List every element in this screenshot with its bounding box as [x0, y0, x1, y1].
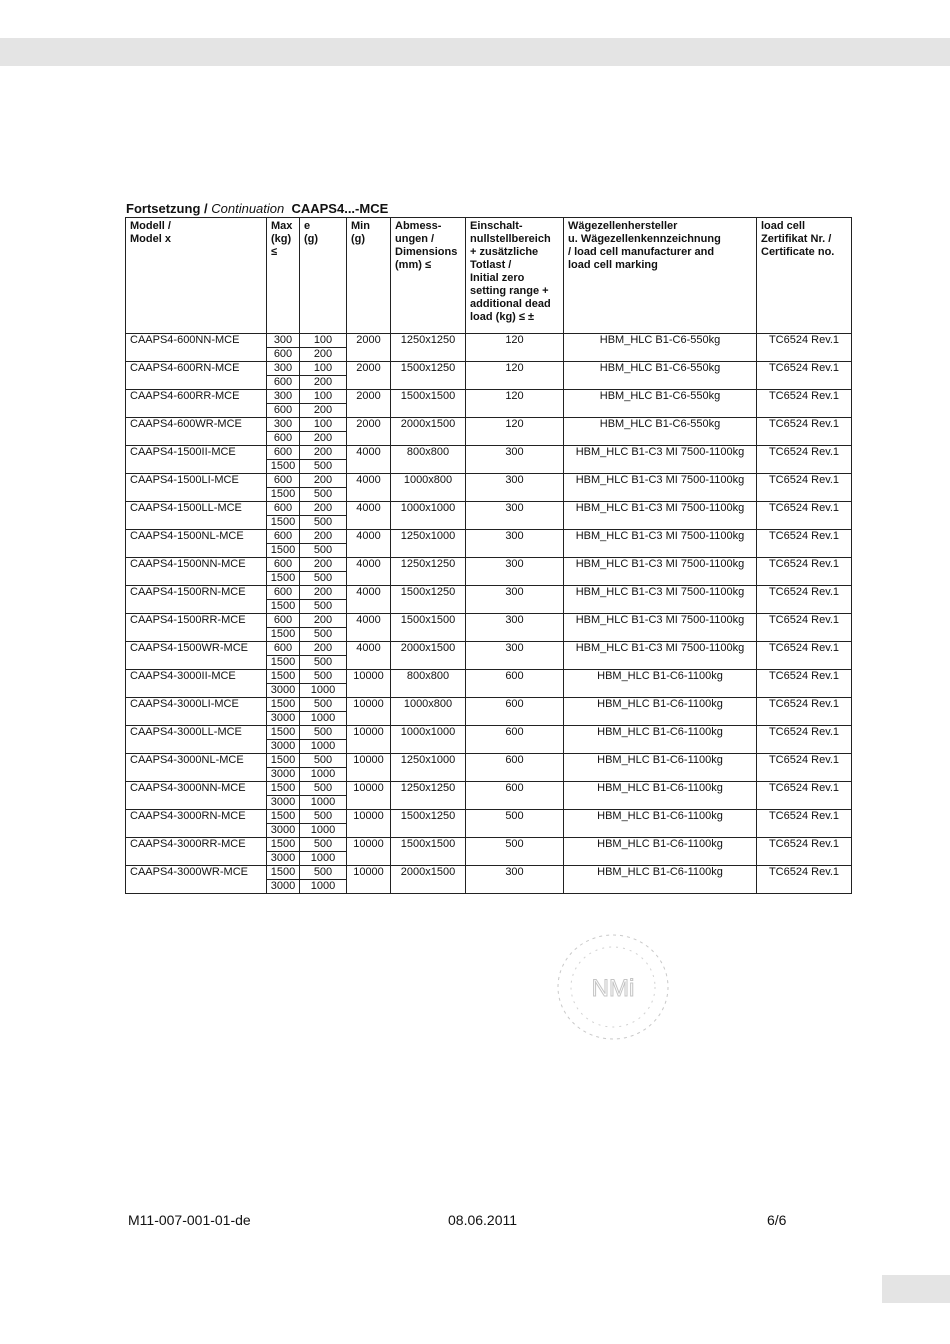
cell-certificate: TC6524 Rev.1 [757, 446, 852, 474]
certification-stamp-icon [553, 930, 673, 1045]
cell-e: 1000 [300, 740, 347, 754]
cell-min: 2000 [347, 362, 391, 390]
cell-certificate: TC6524 Rev.1 [757, 838, 852, 866]
cell-e: 100 [300, 390, 347, 404]
cell-dimensions: 1000x1000 [391, 726, 466, 754]
cell-min: 4000 [347, 502, 391, 530]
cell-max: 3000 [267, 852, 300, 866]
cell-model: CAAPS4-1500RN-MCE [126, 586, 267, 614]
cell-e: 200 [300, 586, 347, 600]
cell-zero-range: 600 [466, 754, 564, 782]
cell-e: 200 [300, 474, 347, 488]
table-row [126, 474, 852, 488]
cell-certificate: TC6524 Rev.1 [757, 642, 852, 670]
cell-model: CAAPS4-3000II-MCE [126, 670, 267, 698]
cell-min: 4000 [347, 530, 391, 558]
cell-e: 1000 [300, 712, 347, 726]
table-row [126, 754, 852, 768]
cell-e: 500 [300, 754, 347, 768]
heading-continuation: Continuation [211, 201, 285, 216]
cell-max: 1500 [267, 726, 300, 740]
cell-max: 1500 [267, 572, 300, 586]
cell-min: 4000 [347, 446, 391, 474]
cell-e: 1000 [300, 684, 347, 698]
header-max: Max (kg) ≤ [267, 218, 300, 334]
stamp-text: NMi [591, 975, 635, 1002]
cell-e: 200 [300, 376, 347, 390]
cell-e: 500 [300, 782, 347, 796]
header-min: Min (g) [347, 218, 391, 334]
cell-min: 10000 [347, 810, 391, 838]
cell-e: 500 [300, 838, 347, 852]
cell-dimensions: 1250x1000 [391, 754, 466, 782]
cell-zero-range: 500 [466, 838, 564, 866]
model-table [125, 217, 852, 894]
cell-e: 200 [300, 642, 347, 656]
table-row [126, 530, 852, 544]
cell-model: CAAPS4-3000NN-MCE [126, 782, 267, 810]
cell-zero-range: 300 [466, 446, 564, 474]
table-heading [126, 201, 388, 216]
cell-dimensions: 1250x1250 [391, 334, 466, 362]
cell-min: 4000 [347, 558, 391, 586]
cell-model: CAAPS4-3000RN-MCE [126, 810, 267, 838]
cell-load-cell: HBM_HLC B1-C6-1100kg [564, 810, 757, 838]
cell-e: 200 [300, 446, 347, 460]
cell-max: 600 [267, 502, 300, 516]
table-row [126, 502, 852, 516]
cell-load-cell: HBM_HLC B1-C6-1100kg [564, 726, 757, 754]
cell-load-cell: HBM_HLC B1-C6-1100kg [564, 866, 757, 894]
cell-max: 300 [267, 390, 300, 404]
cell-max: 1500 [267, 544, 300, 558]
cell-model: CAAPS4-1500WR-MCE [126, 642, 267, 670]
cell-zero-range: 600 [466, 698, 564, 726]
cell-min: 2000 [347, 334, 391, 362]
cell-e: 500 [300, 460, 347, 474]
cell-max: 1500 [267, 754, 300, 768]
cell-certificate: TC6524 Rev.1 [757, 390, 852, 418]
cell-certificate: TC6524 Rev.1 [757, 782, 852, 810]
table-row [126, 614, 852, 628]
cell-zero-range: 120 [466, 362, 564, 390]
cell-max: 1500 [267, 866, 300, 880]
footer-page-number: 6/6 [767, 1212, 787, 1228]
cell-e: 200 [300, 348, 347, 362]
table-header-row [126, 218, 852, 334]
cell-certificate: TC6524 Rev.1 [757, 754, 852, 782]
cell-max: 1500 [267, 698, 300, 712]
cell-e: 1000 [300, 824, 347, 838]
cell-max: 300 [267, 362, 300, 376]
cell-model: CAAPS4-1500NN-MCE [126, 558, 267, 586]
cell-e: 500 [300, 544, 347, 558]
cell-zero-range: 600 [466, 782, 564, 810]
cell-dimensions: 1250x1000 [391, 530, 466, 558]
footer-doc-code: M11-007-001-01-de [128, 1212, 251, 1228]
cell-certificate: TC6524 Rev.1 [757, 334, 852, 362]
cell-min: 4000 [347, 474, 391, 502]
cell-e: 100 [300, 362, 347, 376]
cell-dimensions: 2000x1500 [391, 642, 466, 670]
cell-dimensions: 1500x1500 [391, 838, 466, 866]
cell-dimensions: 1000x1000 [391, 502, 466, 530]
table-row [126, 866, 852, 880]
cell-zero-range: 300 [466, 530, 564, 558]
cell-dimensions: 1500x1500 [391, 390, 466, 418]
cell-zero-range: 300 [466, 642, 564, 670]
table-row [126, 670, 852, 684]
cell-load-cell: HBM_HLC B1-C6-1100kg [564, 698, 757, 726]
cell-max: 300 [267, 334, 300, 348]
cell-min: 10000 [347, 782, 391, 810]
cell-e: 200 [300, 558, 347, 572]
cell-max: 600 [267, 530, 300, 544]
cell-e: 1000 [300, 880, 347, 894]
cell-e: 500 [300, 628, 347, 642]
cell-e: 1000 [300, 852, 347, 866]
cell-certificate: TC6524 Rev.1 [757, 726, 852, 754]
cell-e: 500 [300, 488, 347, 502]
cell-dimensions: 800x800 [391, 446, 466, 474]
table-row [126, 698, 852, 712]
cell-certificate: TC6524 Rev.1 [757, 614, 852, 642]
cell-load-cell: HBM_HLC B1-C3 MI 7500-1100kg [564, 642, 757, 670]
cell-min: 4000 [347, 642, 391, 670]
cell-min: 2000 [347, 390, 391, 418]
cell-dimensions: 1500x1250 [391, 586, 466, 614]
cell-load-cell: HBM_HLC B1-C6-1100kg [564, 782, 757, 810]
cell-e: 200 [300, 614, 347, 628]
cell-dimensions: 1500x1250 [391, 362, 466, 390]
cell-certificate: TC6524 Rev.1 [757, 558, 852, 586]
cell-max: 3000 [267, 824, 300, 838]
header-model: Modell / Model x [126, 218, 267, 334]
table-row [126, 586, 852, 600]
cell-dimensions: 1000x800 [391, 474, 466, 502]
table-row [126, 390, 852, 404]
cell-dimensions: 800x800 [391, 670, 466, 698]
cell-load-cell: HBM_HLC B1-C3 MI 7500-1100kg [564, 474, 757, 502]
cell-model: CAAPS4-1500II-MCE [126, 446, 267, 474]
cell-e: 1000 [300, 768, 347, 782]
cell-e: 500 [300, 726, 347, 740]
cell-max: 1500 [267, 516, 300, 530]
cell-load-cell: HBM_HLC B1-C6-550kg [564, 362, 757, 390]
cell-min: 10000 [347, 670, 391, 698]
cell-certificate: TC6524 Rev.1 [757, 866, 852, 894]
cell-e: 200 [300, 502, 347, 516]
table-row [126, 642, 852, 656]
cell-max: 300 [267, 418, 300, 432]
cell-zero-range: 120 [466, 334, 564, 362]
cell-certificate: TC6524 Rev.1 [757, 698, 852, 726]
cell-max: 3000 [267, 740, 300, 754]
table-row [126, 558, 852, 572]
table-row [126, 838, 852, 852]
cell-max: 3000 [267, 768, 300, 782]
cell-max: 600 [267, 446, 300, 460]
cell-dimensions: 2000x1500 [391, 866, 466, 894]
cell-zero-range: 120 [466, 390, 564, 418]
cell-model: CAAPS4-1500LL-MCE [126, 502, 267, 530]
cell-dimensions: 1500x1500 [391, 614, 466, 642]
cell-model: CAAPS4-3000NL-MCE [126, 754, 267, 782]
cell-zero-range: 300 [466, 866, 564, 894]
cell-max: 1500 [267, 656, 300, 670]
cell-e: 200 [300, 432, 347, 446]
cell-max: 600 [267, 474, 300, 488]
cell-model: CAAPS4-3000WR-MCE [126, 866, 267, 894]
cell-min: 10000 [347, 754, 391, 782]
cell-e: 500 [300, 866, 347, 880]
table-row [126, 782, 852, 796]
cell-model: CAAPS4-3000RR-MCE [126, 838, 267, 866]
header-certificate: load cell Zertifikat Nr. / Certificate no. [757, 218, 852, 334]
cell-dimensions: 2000x1500 [391, 418, 466, 446]
cell-zero-range: 600 [466, 726, 564, 754]
cell-certificate: TC6524 Rev.1 [757, 474, 852, 502]
cell-max: 600 [267, 404, 300, 418]
cell-zero-range: 500 [466, 810, 564, 838]
footer-date: 08.06.2011 [448, 1212, 518, 1228]
table-row [126, 334, 852, 348]
cell-max: 1500 [267, 488, 300, 502]
cell-certificate: TC6524 Rev.1 [757, 418, 852, 446]
cell-certificate: TC6524 Rev.1 [757, 810, 852, 838]
cell-max: 600 [267, 376, 300, 390]
cell-max: 1500 [267, 628, 300, 642]
cell-e: 500 [300, 600, 347, 614]
corner-gray-tab [882, 1275, 950, 1303]
table-row [126, 810, 852, 824]
cell-max: 1500 [267, 838, 300, 852]
cell-max: 1500 [267, 670, 300, 684]
cell-dimensions: 1500x1250 [391, 810, 466, 838]
heading-fortsetzung: Fortsetzung / [126, 201, 208, 216]
cell-model: CAAPS4-1500LI-MCE [126, 474, 267, 502]
cell-certificate: TC6524 Rev.1 [757, 530, 852, 558]
header-e: e (g) [300, 218, 347, 334]
cell-e: 500 [300, 656, 347, 670]
cell-certificate: TC6524 Rev.1 [757, 586, 852, 614]
cell-model: CAAPS4-600NN-MCE [126, 334, 267, 362]
cell-zero-range: 300 [466, 586, 564, 614]
cell-zero-range: 120 [466, 418, 564, 446]
cell-max: 600 [267, 348, 300, 362]
table-row [126, 418, 852, 432]
cell-model: CAAPS4-1500NL-MCE [126, 530, 267, 558]
cell-model: CAAPS4-600WR-MCE [126, 418, 267, 446]
cell-load-cell: HBM_HLC B1-C3 MI 7500-1100kg [564, 530, 757, 558]
cell-max: 1500 [267, 600, 300, 614]
cell-e: 500 [300, 572, 347, 586]
cell-load-cell: HBM_HLC B1-C3 MI 7500-1100kg [564, 586, 757, 614]
table-row [126, 362, 852, 376]
top-gray-band [0, 38, 950, 66]
cell-model: CAAPS4-3000LI-MCE [126, 698, 267, 726]
cell-load-cell: HBM_HLC B1-C6-550kg [564, 390, 757, 418]
cell-load-cell: HBM_HLC B1-C3 MI 7500-1100kg [564, 614, 757, 642]
cell-dimensions: 1250x1250 [391, 782, 466, 810]
cell-model: CAAPS4-600RR-MCE [126, 390, 267, 418]
cell-max: 3000 [267, 796, 300, 810]
cell-max: 600 [267, 614, 300, 628]
cell-dimensions: 1250x1250 [391, 558, 466, 586]
table-row [126, 726, 852, 740]
cell-max: 3000 [267, 712, 300, 726]
cell-max: 1500 [267, 810, 300, 824]
cell-zero-range: 600 [466, 670, 564, 698]
cell-min: 10000 [347, 866, 391, 894]
cell-e: 500 [300, 516, 347, 530]
cell-e: 100 [300, 418, 347, 432]
cell-e: 500 [300, 670, 347, 684]
cell-min: 10000 [347, 698, 391, 726]
cell-load-cell: HBM_HLC B1-C6-1100kg [564, 838, 757, 866]
cell-certificate: TC6524 Rev.1 [757, 502, 852, 530]
heading-series: CAAPS4...-MCE [291, 201, 389, 216]
cell-e: 500 [300, 810, 347, 824]
cell-max: 1500 [267, 782, 300, 796]
cell-min: 4000 [347, 614, 391, 642]
cell-zero-range: 300 [466, 474, 564, 502]
cell-max: 600 [267, 558, 300, 572]
header-zero-range: Einschalt- nullstellbereich + zusätzliche Totlast / Initial zero setting range + additional dead load (kg) ≤ ± [466, 218, 564, 334]
cell-model: CAAPS4-3000LL-MCE [126, 726, 267, 754]
cell-max: 600 [267, 642, 300, 656]
cell-certificate: TC6524 Rev.1 [757, 362, 852, 390]
cell-load-cell: HBM_HLC B1-C6-550kg [564, 334, 757, 362]
cell-zero-range: 300 [466, 614, 564, 642]
cell-max: 3000 [267, 684, 300, 698]
header-dimensions: Abmess- ungen / Dimensions (mm) ≤ [391, 218, 466, 334]
cell-max: 3000 [267, 880, 300, 894]
cell-e: 200 [300, 404, 347, 418]
cell-max: 1500 [267, 460, 300, 474]
cell-min: 10000 [347, 726, 391, 754]
cell-dimensions: 1000x800 [391, 698, 466, 726]
cell-min: 10000 [347, 838, 391, 866]
cell-load-cell: HBM_HLC B1-C3 MI 7500-1100kg [564, 558, 757, 586]
cell-min: 4000 [347, 586, 391, 614]
cell-zero-range: 300 [466, 558, 564, 586]
cell-load-cell: HBM_HLC B1-C3 MI 7500-1100kg [564, 502, 757, 530]
cell-e: 200 [300, 530, 347, 544]
cell-e: 500 [300, 698, 347, 712]
cell-certificate: TC6524 Rev.1 [757, 670, 852, 698]
cell-load-cell: HBM_HLC B1-C6-1100kg [564, 670, 757, 698]
cell-max: 600 [267, 586, 300, 600]
cell-e: 1000 [300, 796, 347, 810]
cell-min: 2000 [347, 418, 391, 446]
cell-load-cell: HBM_HLC B1-C6-1100kg [564, 754, 757, 782]
cell-load-cell: HBM_HLC B1-C3 MI 7500-1100kg [564, 446, 757, 474]
cell-model: CAAPS4-600RN-MCE [126, 362, 267, 390]
cell-model: CAAPS4-1500RR-MCE [126, 614, 267, 642]
header-load-cell: Wägezellenhersteller u. Wägezellenkennzeichnung / load cell manufacturer and load cell marking [564, 218, 757, 334]
cell-zero-range: 300 [466, 502, 564, 530]
cell-e: 100 [300, 334, 347, 348]
table-row [126, 446, 852, 460]
cell-load-cell: HBM_HLC B1-C6-550kg [564, 418, 757, 446]
cell-max: 600 [267, 432, 300, 446]
